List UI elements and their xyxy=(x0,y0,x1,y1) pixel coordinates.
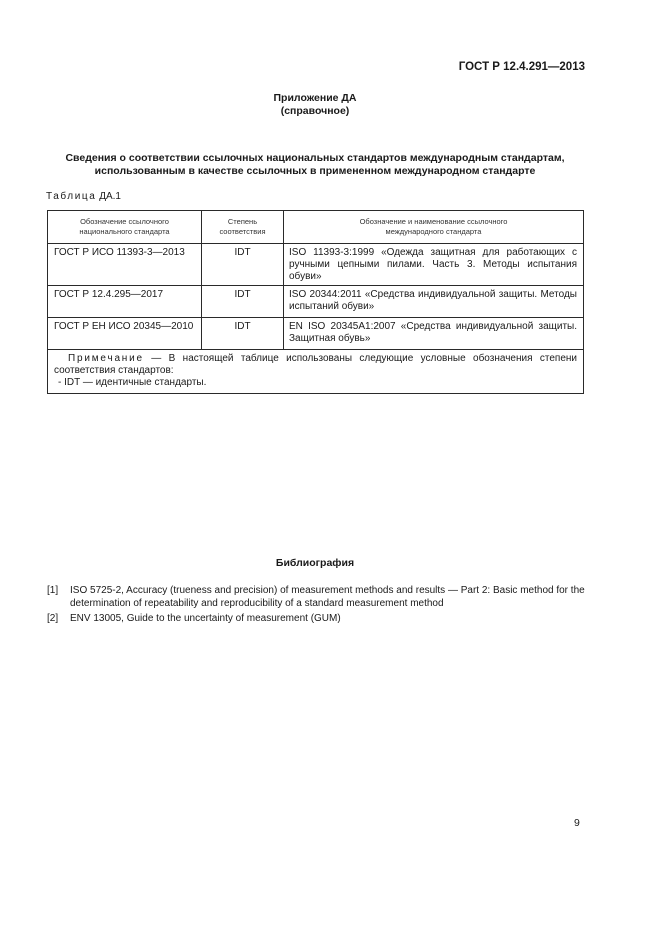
bibliography-list xyxy=(47,585,585,629)
table-header-row xyxy=(48,211,584,244)
note-prefix: Примечание xyxy=(68,353,144,364)
bibliography-entry-number: [2] xyxy=(47,613,59,624)
table-caption-prefix: Таблица xyxy=(46,191,97,202)
table-caption-number: ДА.1 xyxy=(99,191,121,202)
bibliography-entry-text: ISO 5725-2, Accuracy (trueness and precision) of measurement methods and results — Part 2: Basic method for the determination of repeatability and reproducibility of a standard measurement method xyxy=(70,585,585,609)
cell-degree: IDT xyxy=(202,286,284,318)
standard-code: ГОСТ Р 12.4.291—2013 xyxy=(458,61,585,73)
note-item: - IDT — идентичные стандарты. xyxy=(58,377,207,388)
cell-international: ISO 20344:2011 «Средства индивидуальной защиты. Методы испытаний обуви» xyxy=(284,286,584,318)
column-header-national: Обозначение ссылочного национального стандарта xyxy=(48,211,202,244)
annex-type: (справочное) xyxy=(280,105,350,117)
cell-national: ГОСТ Р 12.4.295—2017 xyxy=(48,286,202,318)
table-note-row xyxy=(48,350,584,394)
cell-degree: IDT xyxy=(202,244,284,286)
correspondence-table xyxy=(47,210,584,394)
cell-degree: IDT xyxy=(202,318,284,350)
bibliography-entry xyxy=(47,585,585,610)
annex-name: Приложение ДА xyxy=(273,92,357,104)
table-caption xyxy=(46,191,121,202)
cell-national: ГОСТ Р ЕН ИСО 20345—2010 xyxy=(48,318,202,350)
cell-national: ГОСТ Р ИСО 11393-3—2013 xyxy=(48,244,202,286)
section-heading-line1: Сведения о соответствии ссылочных национальных стандартов международным стандартам, xyxy=(65,152,565,164)
bibliography-entry-text: ENV 13005, Guide to the uncertainty of measurement (GUM) xyxy=(70,613,341,624)
table-row xyxy=(48,244,584,286)
section-heading xyxy=(40,152,590,178)
table-row xyxy=(48,286,584,318)
table-note xyxy=(48,350,584,394)
table-row xyxy=(48,318,584,350)
cell-international: ISO 11393-3:1999 «Одежда защитная для работающих с ручными цепными пилами. Часть 3. Методы испытания обуви» xyxy=(284,244,584,286)
bibliography-entry-number: [1] xyxy=(47,585,59,596)
section-heading-line2: использованным в качестве ссылочных в примененном международном стандарте xyxy=(94,165,536,177)
column-header-international: Обозначение и наименование ссылочного международного стандарта xyxy=(284,211,584,244)
cell-international: EN ISO 20345A1:2007 «Средства индивидуальной защиты. Защитная обувь» xyxy=(284,318,584,350)
column-header-degree: Степень соответствия xyxy=(202,211,284,244)
note-text: — В настоящей таблице использованы следующие условные обозначения степени соответствия стандартов: xyxy=(54,353,577,376)
annex-title xyxy=(0,92,630,118)
page-number: 9 xyxy=(574,817,580,829)
bibliography-heading: Библиография xyxy=(275,557,355,569)
bibliography-entry xyxy=(47,613,585,626)
